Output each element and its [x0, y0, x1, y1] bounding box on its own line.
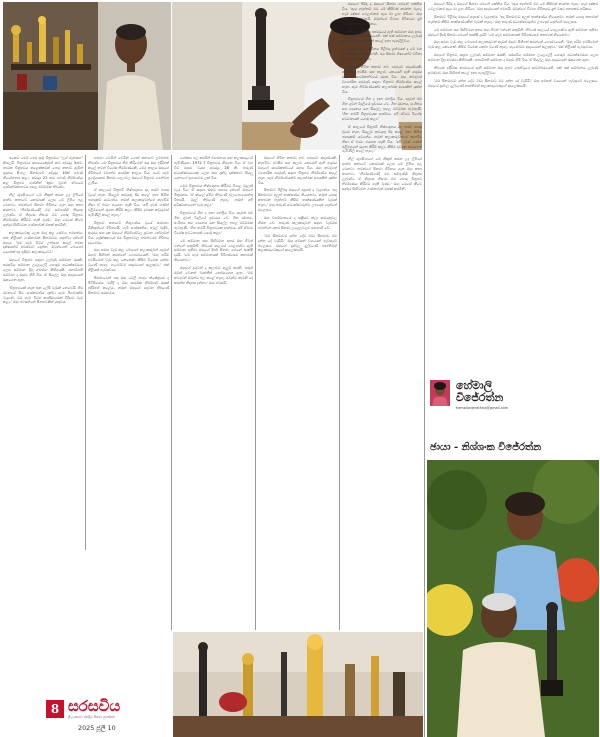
- paragraph: නීල් රූපසිංහගේ මේ නිකුත් කරන ලද ලිපියේ ආත්ම කතාවේ කොටසක් ලෙස මේ ලිපිය පළ වෙනවා. තමන්ගේ සිනමා ජීවිතය ගැන ඔහු කතා කරනවා. 'නිර්මාණයේදී මට සම්පූර්ණ නිදහස ලැබුණා. ඒ නිදහස නිසාම මට හොඳ චිත්‍රපට නිර්මාණය කිරීමට හැකි වුණා.' ඔහු මෙසේ කීවේ සුන්දර සිහිවටන ගණනාවක් මතක් කරමිනි.: [3, 193, 83, 227]
- paragraph: නිවසේ ඉදිරිපස කාමරයේ ඇති සම්මාන ඔහු අපට පෙන්වූයේ ආඩම්බරයෙනි. එක් එක් සම්මානය ලැබුණු අවස්ථාව ඔහු සිහිපත් කළේ ඉතා පැහැදිලිවය.: [428, 66, 598, 75]
- photo-trophy-collection: [173, 632, 423, 737]
- masthead-name: සරසවිය: [68, 697, 121, 715]
- issue-date: 2025 ජූලි 10: [78, 724, 116, 732]
- paragraph: ඔහුගේ දරුවන් ද කලාවට ඇලුම් කරති. නමුත් ඔවුන් වෙනත් වෘත්තීන් තෝරාගෙන ඇත. 'මම කවදාවත් ඔවුන්ට බල කළේ නැහැ. ඔවුන්ට කැමති දේ කරන්න නිදහස දුන්නා.' ඔහු පවසයි.: [174, 266, 253, 285]
- paragraph: 'මම සිනමාවට දුන්න දේට වඩා සිනමාව මට දුන්න දේ වැඩියි.' ඔහු අවසන් වශයෙන් පැවසුවේ එලෙසය. ඔහුගේ දෑස්වල දැල්වුණේ තෘප්තිමත් කලාකරුවෙකුගේ ආලෝකයයි.: [258, 233, 337, 253]
- author-avatar: [430, 380, 450, 406]
- article-column-5: [342, 2, 422, 628]
- paragraph: සිනමාවෙන් පසු ඔහු ටෙලි නාට්‍ය ක්ෂේත්‍රයට ද පිවිසියේය. එහිදී ද ඔහු සාර්ථක නිර්මාණ රැසක් ඉදිරිපත් කළේය. නමුත් ඔහුගේ හදවත තිබුණේ සිනමාව සමඟමය.: [88, 275, 169, 295]
- paragraph: එකෙම මෙම් පෙර සුද්ද චිත්‍රපටය ''ලග් මෑනසහ'' කියලයි. චිත්‍රපටය අභයයෙකුමත් කට අවුරුදු 5කට්. නාටක චිත්‍රපටය කළෙක්කමක් පොදු කතාව ඇමින් ප්‍රදානය සිංහල සිනමාවේ අවුරුදු 10ක් පමණ නියෝජනය කළා. අවුරුදු 22 කට පමණ නිර්මාණය කළ චිත්‍රපට ගණනින් කුඩා වූවත් ඒවායේ ගුණාත්මකභාවය ඉහළ මට්ටමක තිබුණා.: [3, 156, 83, 190]
- article-column-1: [3, 156, 83, 552]
- article-column-4: [258, 156, 337, 628]
- paragraph: ඔහුගේ ජීවිත කතාව නව පරපුරට ආදර්ශයකි. කැපවීම, ඉවසීම සහ කලාව කෙරෙහි ඇති ආදරය ඔහුගේ සාර්ථකත්වයේ රහස විය. ඔහු කවදාවත් ව්‍යාපාරික අරමුණු සඳහා චිත්‍රපට නිර්මාණය කළේ නැත. සෑම නිර්මාණයක්ම කලාත්මක අගයකින් යුක්ත විය.: [258, 156, 337, 185]
- column-divider: [255, 155, 256, 630]
- author-name-line2: විජේරත්න: [456, 391, 504, 404]
- column-divider: [85, 155, 86, 550]
- paragraph: සිනමාව පිළිබඳ ඔහුගේ අදහස් ද වැදගත්ය. 'අද සිනමාවට අලුත් තාක්ෂණය තියෙනවා. නමුත් හොඳ කතාවක් නැත්නම් කිසිම තාක්ෂණයකින් වැඩක් නැහැ.' ඔහු තරුණ අධ්‍යක්ෂවරුන්ට උපදෙස් දෙන්නේ එලෙසය.: [258, 188, 337, 213]
- paragraph: හනුමා වෙමින් වෙමින් ගොස් කතාවේ උච්ඡතම තිබුණා. මේ චිත්‍රපටය නිම කිරීමෙන් පසු ඔහු ඉදිරිපත් කළේ තවත් විශේෂ නිර්මාණයකි. මෙම කාලය ඔහුගේ ජීවිතයේ වඩාත්ම සාර්ථක කාලය විය. රටේ හැම ප්‍රදේශයකම සිනමා ශාලාවල ඔහුගේ චිත්‍රපට පෙන්වනු ලැබීය.: [88, 156, 169, 185]
- article-column-2: [88, 156, 169, 628]
- paragraph: ඒ කාලයේ චිත්‍රපටි නිෂ්පාදනය අද තරම් පහසු වූයේ නැත. සියලුම කටයුතු සිදු කළේ ඉතා සීමිත පහසුකම් යටතේය. නමුත් කලාකරුවන්ගේ කැපවීම නිසා ඒ බාධා ජයගත හැකි විය. 'අපි දවස් ගණන් එළිමහනේ රූගත කිරීම් කළා. කිසිම දවසක කවුරුවත් පැමිණිලි කළේ නැහැ.': [88, 188, 169, 217]
- paragraph: කලාකරුවෙකු ලෙස ඔහු කළ සේවය ඉමහත්ය. නළු නිළියන් ගණනාවක් සිනමාවට හඳුන්වා දුන්නේ ඔහුය. 'මම හැම විටම උත්සාහ කළේ නවක දක්ෂයන්ට අවස්ථාව දෙන්න. ඔවුන්ගෙන් බොහෝ දෙනෙක් අද ප්‍රසිද්ධ කලාකරුවෝ.': [3, 230, 83, 255]
- paragraph: මේ සම්මාන සහ සිහිවටන අතර ඔහු ජීවත් වන්නේ සතුටිනි. නිවසේ සාලයේ පෙළගස්වා ඇති සම්මාන පුතිමා ඔහුගේ දීර්ඝ සිනමා ගමනේ සාක්ෂි දරයි. 'මේ හැම සම්මානයක් පිටිපස්සෙම කතාවක් තියෙනවා.': [174, 238, 253, 263]
- paragraph: ඔහු සමඟ වැඩ කළ බොහෝ කලාකරුවන් අදටත් ඔහුව සිහිපත් කරන්නේ ගෞරවයෙනි. 'ඔහු හරිම ඉවසීමෙන් වැඩ කළ කෙනෙක්. කිසිම විටෙක කෝප වුණේ නැහැ. හැමෝටම ආදරයෙන් සැලකුවා.' එක් නිළියක් පැවසුවාය.: [428, 40, 598, 50]
- column-divider: [424, 2, 425, 737]
- paragraph: ඔහුගේ චිත්‍රපට සඳහා ලැබුණු සම්මාන රැසකි. සරසවිය සම්මාන උළෙලේදී හොඳම අධ්‍යක්ෂවරයා ලෙස සම්මාන දිනූ අවස්ථා කිහිපයකි. ජනාධිපති සම්මාන ද ඔහුට හිමි විය. ඒ සියල්ල ඔහු ආදරයෙන් රැකගෙන ඇත.: [428, 53, 598, 63]
- byline: [428, 378, 598, 414]
- paragraph: මෙම චිත්‍රපටය නිෂ්පාදනය කිරීමට විශාල මුදලක් වැය විය. ඒ සඳහා ඔහුට සහාය දුන්නේ ඔහුගේ මිතුරන්ය. 'ඒ කාලේ අපිට තිබුණේ බලාපොරොත්තු විතරයි. මුදල් තිබුණේ නැහැ. නමුත් අපි අධිෂ්ඨානයෙන් වැඩ කළා.': [174, 183, 253, 208]
- paragraph: චිත්‍රපට කතාවේ නිරූපණය වූයේ සාමාන්‍ය මිනිසුන්ගේ ජීවිතයයි. ගැමි සංස්කෘතිය, පවුල් බැඳීම්, ආදරය සහ දුක ඔහුගේ නිර්මාණවල ප්‍රධාන තේමාවන් විය. ප්‍රේක්ෂකයෝ එම චිත්‍රපටවල තමන්ගේම ජීවිතය දුටුවෝය.: [88, 220, 169, 245]
- masthead-tagline: ශ්‍රී ලංකාවේ ජනප්‍රිය සිනමා පුවත්පත: [68, 715, 115, 719]
- photo-credit: ඡායා - නිශ්ශංක විජේරත්න: [430, 442, 542, 453]
- paragraph: මේ සම්මාන සහ සිහිවටන අතර ඔහු ජීවත් වන්නේ සතුටිනි. නිවසේ සාලයේ පෙළගස්වා ඇති සම්මාන පුතිමා ඔහුගේ දීර්ඝ සිනමා ගමනේ සාක්ෂි දරයි. 'මේ හැම සම්මානයක් පිටිපස්සෙම කතාවක් තියෙනවා.': [428, 27, 598, 37]
- paragraph: ඔහුගේ කලා ජීවිතය පිළිබඳ ග්‍රන්ථයක් ද මේ වන විට සකස් වෙමින් පවතී. එය සිනමා ශිෂ්‍යයන්ට වටිනා මූලාශ්‍රයක් වනු ඇත.: [342, 47, 422, 62]
- paragraph: ඔහු වර්තමානයේ ද සක්‍රීයව කලා කටයුතුවල නිරත වේ. තරුණ කලාකරුවන් සඳහා වැඩමුළු පවත්වන අතර සිනමා උළෙලවලට සහභාගී වේ.: [258, 215, 337, 230]
- article-column-6: [428, 2, 598, 372]
- paragraph: චිත්‍රපටයේ ගීත ද ඉතා ජනප්‍රිය විය. අදටත් එම ගීත ගුවන් විදුලියේ ප්‍රචාරය වේ. ගීත රචනය, සංගීතය සහ ගායනය යන සියල්ල ඉහළ මට්ටමක පැවතුණි. 'ගීත තමයි චිත්‍රපටයක ආත්මය. අපි ඒවාට විශේෂ අවධානයක් යොමු කළා.': [342, 97, 422, 122]
- masthead-logo-icon: 8: [46, 700, 64, 718]
- paragraph: නීල් රූපසිංහගේ මේ නිකුත් කරන ලද ලිපියේ ආත්ම කතාවේ කොටසක් ලෙස මේ ලිපිය පළ වෙනවා. තමන්ගේ සිනමා ජීවිතය ගැන ඔහු කතා කරනවා. 'නිර්මාණයේදී මට සම්පූර්ණ නිදහස ලැබුණා. ඒ නිදහස නිසාම මට හොඳ චිත්‍රපට නිර්මාණය කිරීමට හැකි වුණා.' ඔහු මෙසේ කීවේ සුන්දර සිහිවටන ගණනාවක් මතක් කරමිනි.: [342, 157, 422, 191]
- paragraph: චිත්‍රපටයේ ගීත ද ඉතා ජනප්‍රිය විය. අදටත් එම ගීත ගුවන් විදුලියේ ප්‍රචාරය වේ. ගීත රචනය, සංගීතය සහ ගායනය යන සියල්ල ඉහළ මට්ටමක පැවතුණි. 'ගීත තමයි චිත්‍රපටයක ආත්මය. අපි ඒවාට විශේෂ අවධානයක් යොමු කළා.': [174, 211, 253, 235]
- paragraph: ඔහුගේ බිරිඳ ද ඔහුගේ සිනමා ගමනේ ශක්තිය විය. 'ඇය නැත්නම් මට මේ කිසිවක් කරන්න බැහැ. හැම දුෂ්කර වෙලාවකම ඇය මා ළඟ හිටියා.' ඔහු ආදරයෙන් පවසයි. ඔවුන්ගේ විවාහ ජීවිතයට දැන් වසර පනහකට අධිකය.: [428, 2, 598, 11]
- paragraph: ඔහුගේ චිත්‍රපට සඳහා ලැබුණු සම්මාන රැසකි. සරසවිය සම්මාන උළෙලේදී හොඳම අධ්‍යක්ෂවරයා ලෙස සම්මාන දිනූ අවස්ථා කිහිපයකි. ජනාධිපති සම්මාන ද ඔහුට හිමි විය. ඒ සියල්ල ඔහු ආදරයෙන් රැකගෙන ඇත.: [3, 258, 83, 282]
- paragraph: ශෝකය පල කරමින් මහජනයා සහ කලාකරුවෝ පැමිණියහ. 1972 දී චිත්‍රපටය තිරගත විය. ඒ වන විට ඔහුට වයස අවුරුදු 28 කි. තරුණ අධ්‍යක්ෂවරයෙකු ලෙස ඔහු දැක්වූ දක්ෂතාව සියලු දෙනාගේ ප්‍රශංසාවට ලක් විය.: [174, 156, 253, 180]
- column-divider: [171, 155, 172, 630]
- paragraph: ඔහු සමඟ වැඩ කළ බොහෝ කලාකරුවන් අදටත් ඔහුව සිහිපත් කරන්නේ ගෞරවයෙනි. 'ඔහු හරිම ඉවසීමෙන් වැඩ කළ කෙනෙක්. කිසිම විටෙක කෝප වුණේ නැහැ. හැමෝටම ආදරයෙන් සැලකුවා.' එක් නිළියක් පැවසුවාය.: [88, 248, 169, 273]
- photo-couple: [427, 460, 599, 737]
- paragraph: නිවසේ ඉදිරිපස කාමරයේ ඇති සම්මාන ඔහු අපට පෙන්වූයේ ආඩම්බරයෙනි. එක් එක් සම්මානය ලැබුණු අවස්ථාව ඔහු සිහිපත් කළේ ඉතා පැහැදිලිවය.: [342, 29, 422, 44]
- paragraph: ඔහුගේ ජීවිත කතාව නව පරපුරට ආදර්ශයකි. කැපවීම, ඉවසීම සහ කලාව කෙරෙහි ඇති ආදරය ඔහුගේ සාර්ථකත්වයේ රහස විය. ඔහු කවදාවත් ව්‍යාපාරික අරමුණු සඳහා චිත්‍රපට නිර්මාණය කළේ නැත. සෑම නිර්මාණයක්ම කලාත්මක අගයකින් යුක්ත විය.: [342, 64, 422, 94]
- paragraph: ඔහුගේ බිරිඳ ද ඔහුගේ සිනමා ගමනේ ශක්තිය විය. 'ඇය නැත්නම් මට මේ කිසිවක් කරන්න බැහැ. හැම දුෂ්කර වෙලාවකම ඇය මා ළඟ හිටියා.' ඔහු ආදරයෙන් පවසයි. ඔවුන්ගේ විවාහ ජීවිතයට දැන් වසර පනහකට අධිකය.: [342, 2, 422, 26]
- column-divider: [339, 155, 340, 630]
- author-name: හේමාලි: [456, 379, 493, 392]
- paragraph: 'චිත්‍රපටයක් හදන එක ලේසි වැඩක් නෙවෙයි. තිර රචනයේ සිට සංස්කරණය දක්වා හැම පියවරක්ම වැදගත්. මම හැම විටම කණ්ඩායමක් විදිහට වැඩ කළා.' ඔහු පවසන්නේ සිනහවකින් යුතුවය.: [3, 285, 83, 305]
- author-email[interactable]: hemaliwijerathna@gmail.com: [456, 406, 509, 410]
- photo-trophies-portrait: [3, 2, 171, 150]
- paragraph: සිනමාව පිළිබඳ ඔහුගේ අදහස් ද වැදගත්ය. 'අද සිනමාවට අලුත් තාක්ෂණය තියෙනවා. නමුත් හොඳ කතාවක් නැත්නම් කිසිම තාක්ෂණයකින් වැඩක් නැහැ.' ඔහු තරුණ අධ්‍යක්ෂවරුන්ට උපදෙස් දෙන්නේ එලෙසය.: [428, 14, 598, 24]
- paragraph: 'මම සිනමාවට දුන්න දේට වඩා සිනමාව මට දුන්න දේ වැඩියි.' ඔහු අවසන් වශයෙන් පැවසුවේ එලෙසය. ඔහුගේ දෑස්වල දැල්වුණේ තෘප්තිමත් කලාකරුවෙකුගේ ආලෝකයයි.: [428, 78, 598, 88]
- article-column-3: [174, 156, 253, 628]
- paragraph: ඒ කාලයේ චිත්‍රපටි නිෂ්පාදනය අද තරම් පහසු වූයේ නැත. සියලුම කටයුතු සිදු කළේ ඉතා සීමිත පහසුකම් යටතේය. නමුත් කලාකරුවන්ගේ කැපවීම නිසා ඒ බාධා ජයගත හැකි විය. 'අපි දවස් ගණන් එළිමහනේ රූගත කිරීම් කළා. කිසිම දවසක කවුරුවත් පැමිණිලි කළේ නැහැ.': [342, 124, 422, 154]
